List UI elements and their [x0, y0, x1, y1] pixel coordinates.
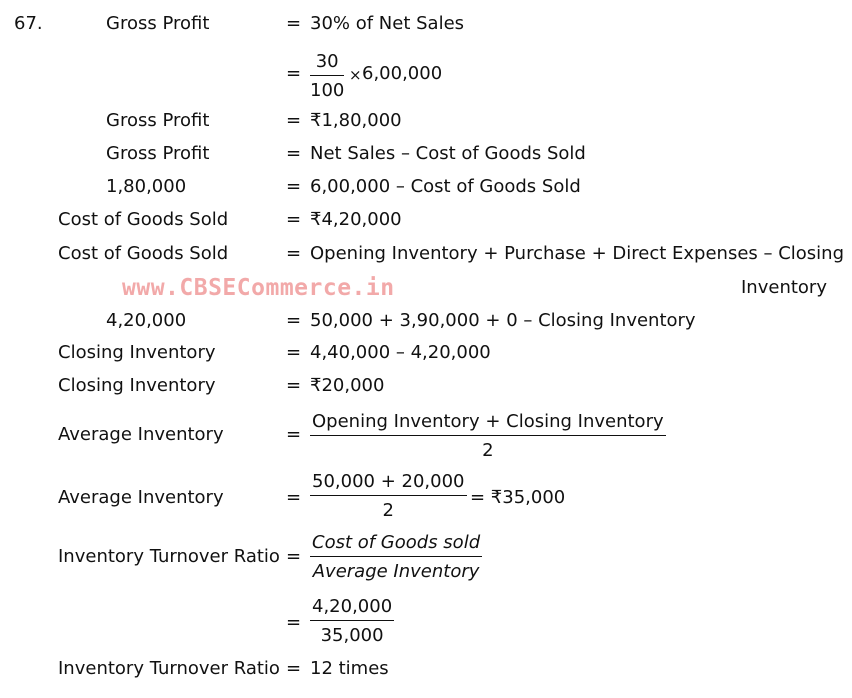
value-gross-profit-1: 30% of Net Sales — [310, 13, 465, 34]
value-closing-inventory-2: ₹20,000 — [310, 375, 385, 396]
value-closing-inventory-equation: 50,000 + 3,90,000 + 0 – Closing Inventory — [310, 310, 696, 331]
fraction-denominator: 100 — [310, 80, 345, 101]
label-420000: 4,20,000 — [106, 310, 187, 331]
equals-sign: = — [286, 375, 302, 396]
fraction-denominator: Average Inventory — [312, 561, 480, 582]
equals-sign: = — [286, 63, 302, 84]
fraction-numerator: 50,000 + 20,000 — [310, 471, 467, 496]
label-gross-profit-2: Gross Profit — [106, 110, 210, 131]
fraction-denominator: 2 — [482, 440, 494, 461]
label-average-inventory-1: Average Inventory — [58, 424, 224, 445]
question-number: 67. — [14, 13, 43, 34]
fraction-itr-formula — [310, 532, 482, 583]
equals-sign: = — [286, 546, 302, 567]
equals-sign: = — [286, 658, 302, 679]
equals-sign: = — [286, 424, 302, 445]
label-inventory-turnover-ratio-1: Inventory Turnover Ratio — [58, 546, 280, 567]
value-average-inventory: = ₹35,000 — [470, 487, 566, 508]
value-gross-profit-2: ₹1,80,000 — [310, 110, 402, 131]
value-net-sales: 6,00,000 — [362, 63, 443, 84]
equals-sign: = — [286, 209, 302, 230]
equals-sign: = — [286, 487, 302, 508]
label-cogs-2: Cost of Goods Sold — [58, 243, 229, 264]
watermark: www.CBSECommerce.in — [122, 275, 395, 301]
value-cogs-1: ₹4,20,000 — [310, 209, 402, 230]
fraction-itr-values — [310, 596, 394, 647]
label-inventory-turnover-ratio-2: Inventory Turnover Ratio — [58, 658, 280, 679]
fraction-numerator: 4,20,000 — [310, 596, 394, 621]
equals-sign: = — [286, 243, 302, 264]
equals-sign: = — [286, 110, 302, 131]
fraction-denominator: 2 — [382, 500, 394, 521]
label-average-inventory-2: Average Inventory — [58, 487, 224, 508]
label-180000: 1,80,000 — [106, 176, 187, 197]
value-gross-profit-formula: Net Sales – Cost of Goods Sold — [310, 143, 586, 164]
equals-sign: = — [286, 143, 302, 164]
label-cogs-1: Cost of Goods Sold — [58, 209, 229, 230]
equals-sign: = — [286, 310, 302, 331]
fraction-numerator: 30 — [310, 51, 344, 76]
equals-sign: = — [286, 176, 302, 197]
multiply-sign: × — [349, 66, 362, 84]
value-cogs-formula: Opening Inventory + Purchase + Direct Expenses – Closing — [310, 243, 845, 264]
fraction-numerator: Cost of Goods sold — [310, 532, 482, 557]
fraction-average-inventory-values — [310, 471, 467, 522]
fraction-30-100 — [310, 51, 344, 102]
fraction-denominator: 35,000 — [320, 625, 384, 646]
label-gross-profit-1: Gross Profit — [106, 13, 210, 34]
equals-sign: = — [286, 612, 302, 633]
equals-sign: = — [286, 13, 302, 34]
fraction-average-inventory-formula — [310, 411, 666, 462]
label-gross-profit-3: Gross Profit — [106, 143, 210, 164]
value-inventory-turnover-ratio: 12 times — [310, 658, 389, 679]
label-closing-inventory-2: Closing Inventory — [58, 375, 216, 396]
value-closing-inventory-1: 4,40,000 – 4,20,000 — [310, 342, 491, 363]
label-closing-inventory-1: Closing Inventory — [58, 342, 216, 363]
value-cogs-formula-wrap: Inventory — [741, 277, 827, 298]
fraction-numerator: Opening Inventory + Closing Inventory — [310, 411, 666, 436]
equals-sign: = — [286, 342, 302, 363]
value-cogs-equation: 6,00,000 – Cost of Goods Sold — [310, 176, 581, 197]
